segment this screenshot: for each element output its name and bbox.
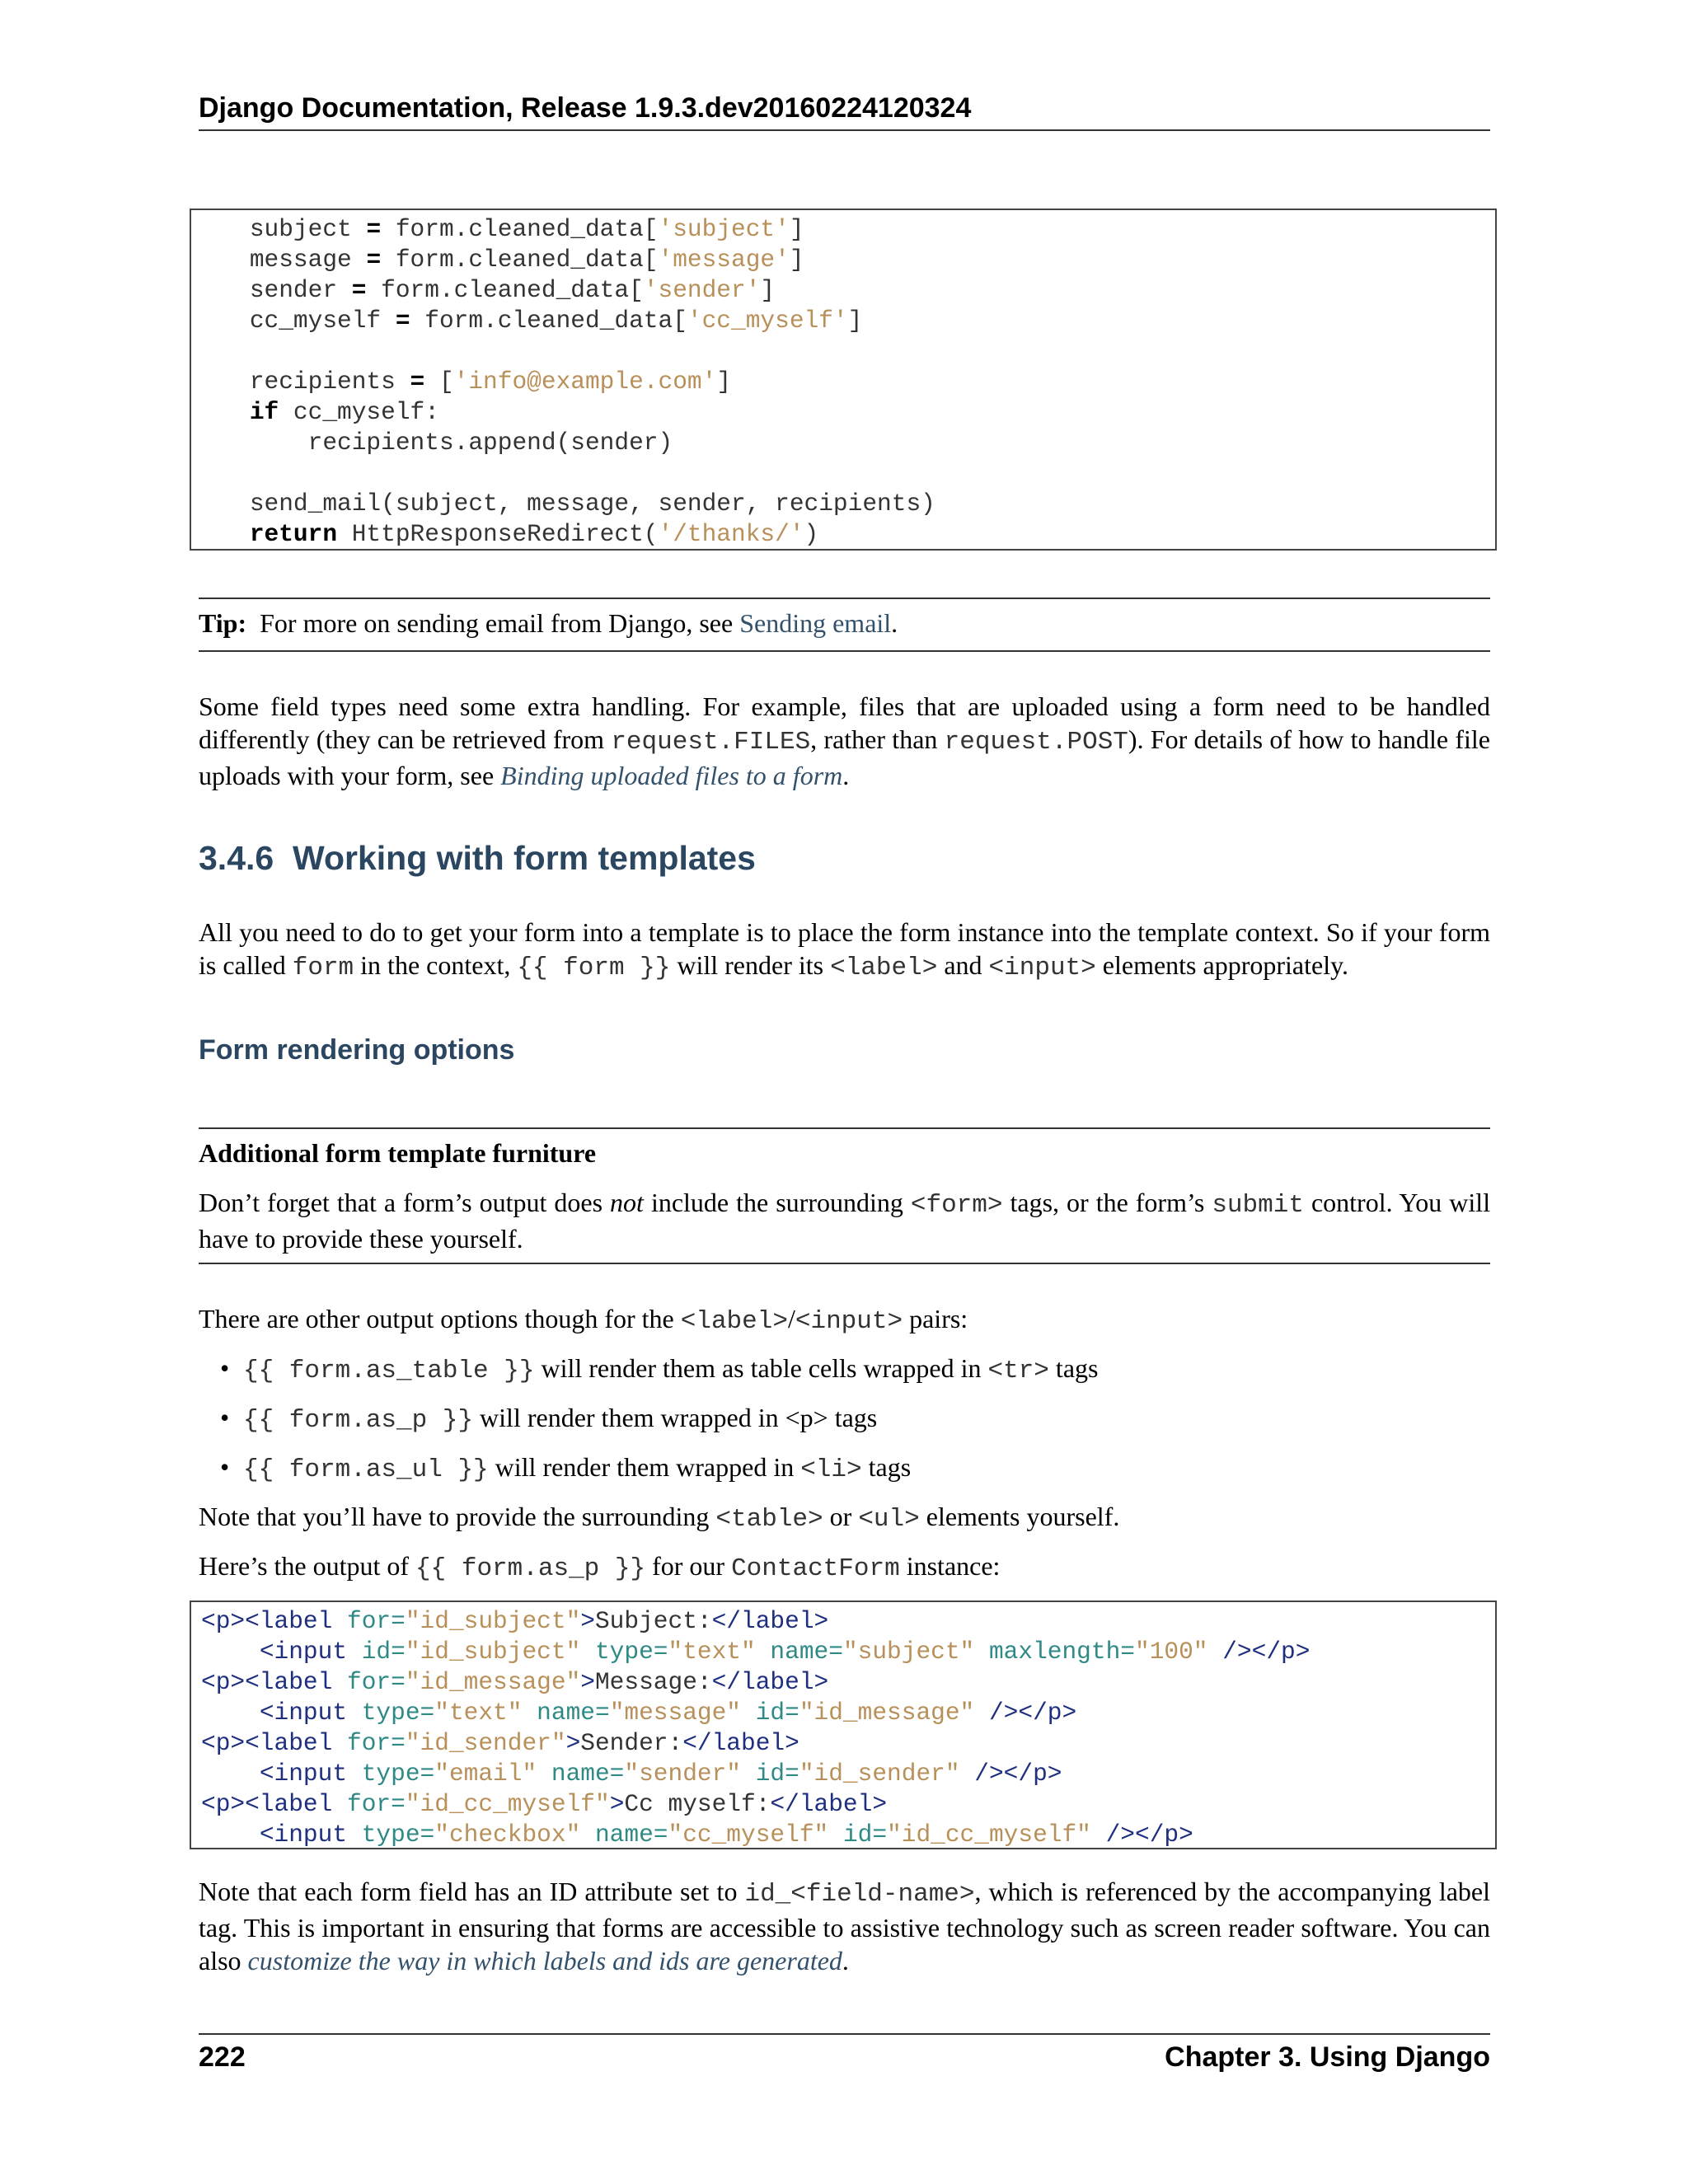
code-line: recipients.append(sender) bbox=[307, 429, 673, 457]
inline-code: <label> bbox=[680, 1307, 788, 1336]
inline-code: {{ form }} bbox=[517, 954, 671, 982]
inline-code: {{ form.as_p }} bbox=[415, 1554, 646, 1583]
paragraph-template-intro: All you need to do to get your form into a template is to place the form instance into the template context. So if your form is called form in the context, {{ form }} will render its <label> and <input> elements appropriately. bbox=[199, 917, 1490, 982]
code-lines bbox=[201, 1606, 1495, 1850]
code-line: <p><label for="id_sender">Sender:</label> bbox=[201, 1729, 799, 1757]
code-line: <p><label for="id_cc_myself">Cc myself:</label> bbox=[201, 1790, 888, 1818]
code-line: subject = form.cleaned_data['subject'] bbox=[249, 215, 804, 243]
tip-label: Tip: bbox=[199, 608, 247, 638]
note-title: Additional form template furniture bbox=[199, 1138, 597, 1168]
python-code-block bbox=[190, 209, 1497, 551]
inline-code: <label> bbox=[830, 954, 938, 982]
inline-code: <table> bbox=[715, 1505, 823, 1534]
code-line: <input type="checkbox" name="cc_myself" id="id_cc_myself" /></p> bbox=[259, 1821, 1193, 1849]
code-line: recipients = ['info@example.com'] bbox=[249, 368, 732, 396]
tip-bottom-rule bbox=[199, 650, 1490, 652]
paragraph-surrounding-note: Note that you’ll have to provide the surrounding <table> or <ul> elements yourself. bbox=[199, 1502, 1120, 1534]
code-line: <p><label for="id_message">Message:</label> bbox=[201, 1668, 829, 1696]
code-line: send_mail(subject, message, sender, recipients) bbox=[249, 490, 935, 518]
code-line: sender = form.cleaned_data['sender'] bbox=[249, 276, 776, 304]
note-bottom-rule bbox=[199, 1263, 1490, 1264]
paragraph-output-intro: Here’s the output of {{ form.as_p }} for our ContactForm instance: bbox=[199, 1551, 1001, 1583]
tip-text: For more on sending email from Django, see bbox=[260, 608, 734, 638]
inline-code: form bbox=[292, 954, 354, 982]
inline-code: request.POST bbox=[944, 728, 1128, 757]
running-header: Django Documentation, Release 1.9.3.dev20160224120324 bbox=[199, 92, 972, 124]
footer-rule bbox=[199, 2033, 1490, 2035]
tip-box: Tip: For more on sending email from Django, see Sending email. bbox=[199, 608, 898, 638]
list-item: • {{ form.as_ul }} will render them wrapped in <li> tags bbox=[220, 1452, 912, 1484]
inline-code: <input> bbox=[988, 954, 1096, 982]
paragraph-file-uploads: Some field types need some extra handling. For example, files that are uploaded using a form need to be handled differently (they can be retrieved from request.FILES, rather than request.POST). For details of how to handle file uploads with your form, see Binding uploaded files to a form. bbox=[199, 691, 1491, 790]
code-line: <input id="id_subject" type="text" name="subject" maxlength="100" /></p> bbox=[259, 1638, 1311, 1666]
code-line: cc_myself = form.cleaned_data['cc_myself'] bbox=[249, 307, 863, 335]
subsection-heading: Form rendering options bbox=[199, 1034, 515, 1066]
inline-code: <ul> bbox=[858, 1505, 920, 1534]
tip-top-rule bbox=[199, 598, 1490, 599]
inline-code: <form> bbox=[910, 1191, 1003, 1220]
binding-uploaded-files-link[interactable]: Binding uploaded files to a form bbox=[500, 761, 843, 790]
header-rule bbox=[199, 129, 1490, 131]
sending-email-link[interactable]: Sending email bbox=[739, 608, 892, 638]
page-number: 222 bbox=[199, 2041, 246, 2073]
code-lines bbox=[191, 214, 1495, 550]
inline-code: id_<field-name> bbox=[744, 1880, 975, 1909]
code-line: <p><label for="id_subject">Subject:</label> bbox=[201, 1607, 829, 1635]
section-number: 3.4.6 bbox=[199, 839, 274, 877]
html-code-block bbox=[190, 1601, 1497, 1849]
paragraph-id-attributes: Note that each form field has an ID attribute set to id_<field-name>, which is referenced by the accompanying label tag. This is important in ensuring that forms are accessible to assistive technology such as screen reader software. You can also customize the way in which labels and ids are generated. bbox=[199, 1877, 1491, 1975]
code-line: <input type="email" name="sender" id="id_sender" /></p> bbox=[259, 1760, 1062, 1788]
section-title: Working with form templates bbox=[293, 839, 756, 877]
customize-labels-ids-link[interactable]: customize the way in which labels and ids are generated bbox=[247, 1946, 842, 1975]
inline-code: submit bbox=[1212, 1191, 1304, 1220]
paragraph-output-options: There are other output options though for the <label>/<input> pairs: bbox=[199, 1304, 968, 1336]
note-top-rule bbox=[199, 1127, 1490, 1129]
inline-code: <input> bbox=[795, 1307, 903, 1336]
note-body: Don’t forget that a form’s output does not include the surrounding <form> tags, or the form’s submit control. You will have to provide these yourself. bbox=[199, 1188, 1491, 1254]
list-item: • {{ form.as_p }} will render them wrapped in <p> tags bbox=[220, 1403, 878, 1435]
chapter-title: Chapter 3. Using Django bbox=[1165, 2041, 1490, 2073]
code-line: if cc_myself: bbox=[249, 398, 439, 426]
code-line: return HttpResponseRedirect('/thanks/') bbox=[249, 520, 819, 548]
code-line: <input type="text" name="message" id="id_message" /></p> bbox=[259, 1699, 1077, 1727]
code-line: message = form.cleaned_data['message'] bbox=[249, 246, 804, 274]
list-item: • {{ form.as_table }} will render them as table cells wrapped in <tr> tags bbox=[220, 1353, 1099, 1385]
inline-code: request.FILES bbox=[611, 728, 811, 757]
section-heading bbox=[199, 839, 756, 878]
inline-code: ContactForm bbox=[731, 1554, 900, 1583]
